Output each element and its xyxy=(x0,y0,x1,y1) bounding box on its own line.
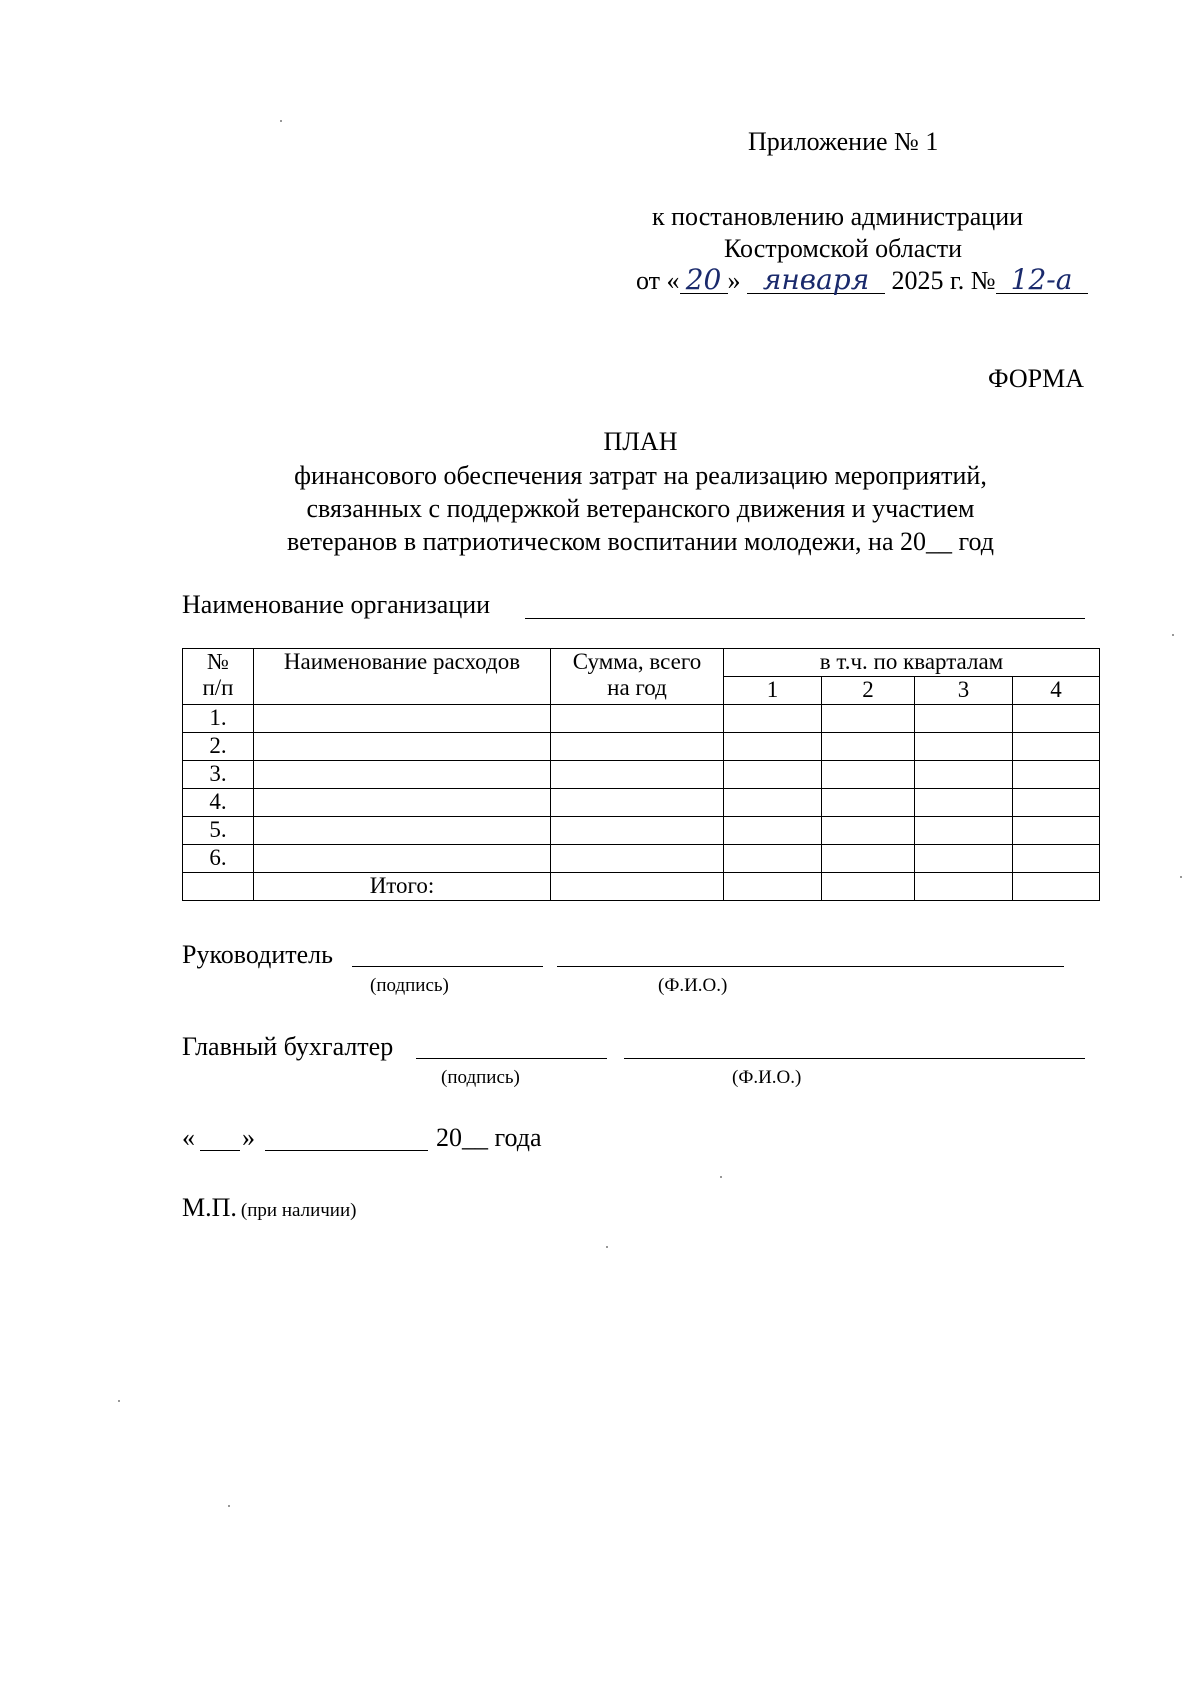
q1-cell[interactable] xyxy=(724,761,822,789)
q1-cell[interactable] xyxy=(724,845,822,873)
accountant-fio-hint: (Ф.И.О.) xyxy=(732,1067,802,1088)
date-day-field[interactable] xyxy=(200,1150,240,1151)
accountant-label: Главный бухгалтер xyxy=(182,1032,394,1061)
sum-cell[interactable] xyxy=(551,733,724,761)
handwritten-number: 12-а xyxy=(996,267,1088,294)
expense-name-cell[interactable] xyxy=(254,789,551,817)
q1-cell[interactable] xyxy=(724,817,822,845)
handwritten-month: января xyxy=(747,267,885,294)
date-close-quote: » xyxy=(242,1123,255,1152)
sum-cell[interactable] xyxy=(551,705,724,733)
expense-name-cell[interactable] xyxy=(254,817,551,845)
header-quarters: в т.ч. по кварталам xyxy=(724,649,1100,677)
accountant-signature-hint: (подпись) xyxy=(441,1067,520,1088)
scan-speck xyxy=(280,120,282,122)
date-mid: » xyxy=(727,266,741,295)
plan-subtitle-line2: связанных с поддержкой ветеранского движения и участием xyxy=(306,494,975,523)
q2-cell[interactable] xyxy=(822,733,915,761)
head-signature-hint: (подпись) xyxy=(370,975,449,996)
q4-cell[interactable] xyxy=(1013,705,1100,733)
decree-reference-line1: к постановлению администрации xyxy=(652,202,1024,231)
row-number: 1. xyxy=(183,705,254,733)
plan-title: ПЛАН xyxy=(603,427,678,456)
plan-subtitle-line1: финансового обеспечения затрат на реализацию мероприятий, xyxy=(294,461,987,490)
header-expense-name: Наименование расходов xyxy=(254,649,551,705)
q2-cell[interactable] xyxy=(822,845,915,873)
handwritten-day: 20 xyxy=(680,267,728,294)
expense-name-cell[interactable] xyxy=(254,845,551,873)
scan-speck xyxy=(1172,634,1174,636)
stamp-place xyxy=(182,1193,356,1223)
expenses-table xyxy=(182,648,1100,901)
date-year-label: 20__ года xyxy=(436,1123,542,1152)
total-q1-cell[interactable] xyxy=(724,873,822,901)
table-row xyxy=(183,845,1100,873)
q4-cell[interactable] xyxy=(1013,817,1100,845)
scan-speck xyxy=(720,1176,722,1178)
decree-date-line xyxy=(636,263,1088,296)
table-row xyxy=(183,817,1100,845)
expense-name-cell[interactable] xyxy=(254,761,551,789)
header-sum: Сумма, всего xyxy=(572,649,702,674)
table-row xyxy=(183,761,1100,789)
stamp-note: (при наличии) xyxy=(240,1200,357,1221)
q2-cell[interactable] xyxy=(822,789,915,817)
header-sum-cell xyxy=(551,649,724,705)
date-prefix: от « xyxy=(636,266,680,295)
expense-name-cell[interactable] xyxy=(254,705,551,733)
stamp-label: М.П. xyxy=(182,1193,237,1222)
plan-subtitle-line3: ветеранов в патриотическом воспитании молодежи, на 20__ год xyxy=(287,527,994,556)
q3-cell[interactable] xyxy=(915,761,1013,789)
q4-cell[interactable] xyxy=(1013,789,1100,817)
table-row xyxy=(183,789,1100,817)
header-number-pp: п/п xyxy=(202,675,234,700)
annex-number: Приложение № 1 xyxy=(748,127,939,156)
q3-cell[interactable] xyxy=(915,789,1013,817)
q3-cell[interactable] xyxy=(915,733,1013,761)
decree-reference-line2: Костромской области xyxy=(724,234,963,263)
total-q4-cell[interactable] xyxy=(1013,873,1100,901)
header-quarter-4: 4 xyxy=(1013,677,1100,705)
scan-speck xyxy=(228,1505,230,1507)
row-number: 2. xyxy=(183,733,254,761)
header-quarter-1: 1 xyxy=(724,677,822,705)
scan-speck xyxy=(1180,876,1182,878)
date-year: 2025 г. № xyxy=(891,266,996,295)
q2-cell[interactable] xyxy=(822,761,915,789)
head-fio-hint: (Ф.И.О.) xyxy=(658,975,728,996)
q3-cell[interactable] xyxy=(915,817,1013,845)
q1-cell[interactable] xyxy=(724,733,822,761)
total-q2-cell[interactable] xyxy=(822,873,915,901)
accountant-fio-field[interactable] xyxy=(624,1058,1085,1059)
q2-cell[interactable] xyxy=(822,705,915,733)
date-month-field[interactable] xyxy=(265,1150,428,1151)
date-open-quote: « xyxy=(182,1123,195,1152)
total-number-cell xyxy=(183,873,254,901)
header-quarter-3: 3 xyxy=(915,677,1013,705)
row-number: 6. xyxy=(183,845,254,873)
sum-cell[interactable] xyxy=(551,817,724,845)
q1-cell[interactable] xyxy=(724,705,822,733)
expense-name-cell[interactable] xyxy=(254,733,551,761)
sum-cell[interactable] xyxy=(551,789,724,817)
table-row xyxy=(183,705,1100,733)
q3-cell[interactable] xyxy=(915,845,1013,873)
row-number: 3. xyxy=(183,761,254,789)
organization-label: Наименование организации xyxy=(182,590,491,619)
sum-cell[interactable] xyxy=(551,845,724,873)
total-sum-cell[interactable] xyxy=(551,873,724,901)
q4-cell[interactable] xyxy=(1013,761,1100,789)
table-total-row xyxy=(183,873,1100,901)
scan-speck xyxy=(606,1246,608,1248)
total-label: Итого: xyxy=(254,873,551,901)
q1-cell[interactable] xyxy=(724,789,822,817)
organization-name-field[interactable] xyxy=(525,618,1085,619)
q2-cell[interactable] xyxy=(822,817,915,845)
head-fio-field[interactable] xyxy=(557,966,1064,967)
row-number: 5. xyxy=(183,817,254,845)
q4-cell[interactable] xyxy=(1013,733,1100,761)
header-sum-year: на год xyxy=(607,675,667,700)
head-signature-field[interactable] xyxy=(352,966,543,967)
form-label: ФОРМА xyxy=(988,364,1084,393)
table-header-row-1 xyxy=(183,649,1100,677)
header-quarter-2: 2 xyxy=(822,677,915,705)
sum-cell[interactable] xyxy=(551,761,724,789)
head-label: Руководитель xyxy=(182,940,333,969)
scan-speck xyxy=(118,1400,120,1402)
table-row xyxy=(183,733,1100,761)
header-number: № xyxy=(207,649,229,674)
q3-cell[interactable] xyxy=(915,705,1013,733)
total-q3-cell[interactable] xyxy=(915,873,1013,901)
header-number-cell xyxy=(183,649,254,705)
q4-cell[interactable] xyxy=(1013,845,1100,873)
row-number: 4. xyxy=(183,789,254,817)
accountant-signature-field[interactable] xyxy=(416,1058,607,1059)
